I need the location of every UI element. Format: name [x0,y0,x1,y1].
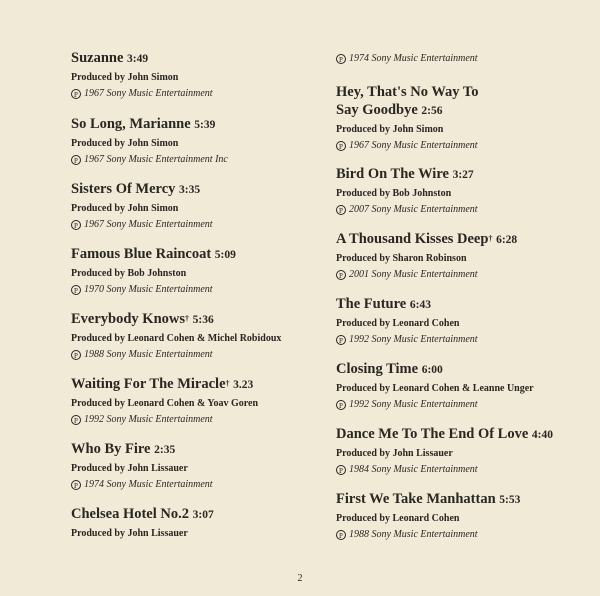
continued-copyright [336,50,576,66]
track-title: A Thousand Kisses Deep† 6:28 [336,231,518,247]
track-duration: 6:28 [496,234,518,246]
track-duration: 2:35 [154,444,176,456]
phonogram-icon: P [71,480,81,490]
track-producer: Produced by John Simon [71,203,179,214]
track-duration: 5:36 [192,314,214,326]
track-producer: Produced by John Lissauer [336,448,453,459]
track-producer: Produced by John Simon [71,72,179,83]
track-duration: 6:00 [421,364,443,376]
track-entry [71,311,321,362]
track-copyright: P 1967 Sony Music Entertainment [71,86,321,101]
track-title: So Long, Marianne 5:39 [71,116,216,132]
track-copyright: P 1970 Sony Music Entertainment [71,282,321,297]
phonogram-icon: P [336,270,346,280]
track-entry [71,376,321,427]
phonogram-icon: P [336,205,346,215]
track-entry [336,426,576,477]
track-producer: Produced by Leonard Cohen & Yoav Goren [71,398,259,409]
track-producer: Produced by John Simon [71,138,179,149]
phonogram-icon: P [71,415,81,425]
track-copyright: P 1988 Sony Music Entertainment [336,527,576,542]
phonogram-icon: P [71,285,81,295]
track-duration: 3:27 [452,169,474,181]
track-duration: 3.23 [233,379,254,391]
track-copyright: P 1992 Sony Music Entertainment [336,332,576,347]
track-title: The Future 6:43 [336,296,431,312]
track-copyright: P 1992 Sony Music Entertainment [336,397,576,412]
track-entry [336,361,576,412]
track-producer: Produced by John Simon [336,124,444,135]
track-title: Waiting For The Miracle† 3.23 [71,376,254,392]
track-title: Suzanne 3:49 [71,50,149,66]
phonogram-icon: P [336,54,346,64]
track-duration: 5:09 [214,249,236,261]
track-entry [336,84,576,153]
track-producer: Produced by Bob Johnston [71,268,187,279]
track-entry [336,296,576,347]
track-producer: Produced by John Lissauer [71,528,188,539]
track-entry [71,246,321,297]
track-producer: Produced by Bob Johnston [336,188,452,199]
track-copyright: P 1988 Sony Music Entertainment [71,347,321,362]
phonogram-icon: P [336,335,346,345]
track-title: Everybody Knows† 5:36 [71,311,214,327]
track-entry [336,231,576,282]
track-duration: 4:40 [531,429,553,441]
track-title: Dance Me To The End Of Love 4:40 [336,426,553,442]
phonogram-icon: P [71,220,81,230]
track-duration: 5:53 [499,494,521,506]
track-duration: 2:56 [421,105,443,117]
track-producer: Produced by Leonard Cohen [336,513,460,524]
track-entry [71,506,321,541]
phonogram-icon: P [336,465,346,475]
track-copyright: P 1984 Sony Music Entertainment [336,462,576,477]
track-copyright: P 1967 Sony Music Entertainment [336,138,576,153]
track-title: Who By Fire 2:35 [71,441,176,457]
track-entry [71,181,321,232]
track-title: Bird On The Wire 3:27 [336,166,474,182]
track-producer: Produced by Leonard Cohen & Michel Robidoux [71,333,282,344]
phonogram-icon: P [336,530,346,540]
phonogram-icon: P [71,89,81,99]
page-number: 2 [297,573,303,584]
track-copyright: P 2001 Sony Music Entertainment [336,267,576,282]
track-entry [71,441,321,492]
track-entry [71,50,321,101]
track-title: First We Take Manhattan 5:53 [336,491,521,507]
track-title-line2: Say Goodbye 2:56 [336,102,443,118]
phonogram-icon: P [71,155,81,165]
track-title: Hey, That's No Way To [336,84,479,100]
phonogram-icon: P [71,350,81,360]
track-producer: Produced by John Lissauer [71,463,188,474]
track-entry [336,491,576,542]
track-producer: Produced by Leonard Cohen [336,318,460,329]
track-title: Famous Blue Raincoat 5:09 [71,246,236,262]
track-duration: 5:39 [194,119,216,131]
track-copyright: P 1967 Sony Music Entertainment Inc [71,152,321,167]
track-duration: 3:07 [192,509,214,521]
track-copyright: P 1974 Sony Music Entertainment [336,51,576,66]
track-copyright: P 1967 Sony Music Entertainment [71,217,321,232]
track-entry [71,116,321,167]
track-title: Closing Time 6:00 [336,361,443,377]
phonogram-icon: P [336,400,346,410]
phonogram-icon: P [336,141,346,151]
track-duration: 6:43 [409,299,431,311]
track-duration: 3:49 [127,53,149,65]
track-copyright: P 1992 Sony Music Entertainment [71,412,321,427]
track-duration: 3:35 [179,184,201,196]
track-producer: Produced by Sharon Robinson [336,253,467,264]
track-entry [336,166,576,217]
track-copyright: P 2007 Sony Music Entertainment [336,202,576,217]
track-title: Sisters Of Mercy 3:35 [71,181,201,197]
track-title: Chelsea Hotel No.2 3:07 [71,506,214,522]
track-copyright: P 1974 Sony Music Entertainment [71,477,321,492]
track-producer: Produced by Leonard Cohen & Leanne Unger [336,383,534,394]
